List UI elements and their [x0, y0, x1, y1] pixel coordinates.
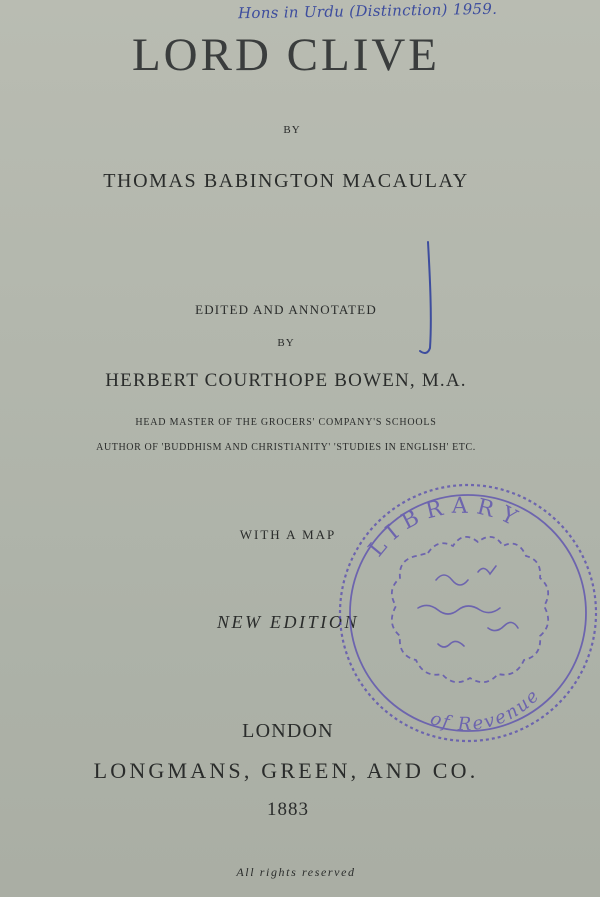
- editor-description-2: AUTHOR OF 'BUDDHISM AND CHRISTIANITY' 'STUDIES IN ENGLISH' ETC.: [96, 442, 476, 453]
- publisher-city: LONDON: [242, 720, 334, 742]
- with-map-label: WITH A MAP: [239, 527, 337, 542]
- stamp-bottom-text: of Revenue: [427, 684, 545, 735]
- library-stamp: [318, 468, 600, 758]
- stamp-top-text: LIBRARY: [364, 493, 528, 562]
- book-title: LORD CLIVE: [131, 29, 441, 81]
- publication-year: 1883: [267, 799, 309, 820]
- by-label: BY: [283, 124, 301, 136]
- editor-description-1: HEAD MASTER OF THE GROCERS' COMPANY'S SCHOOLS: [135, 417, 437, 428]
- author-name: THOMAS BABINGTON MACAULAY: [103, 170, 469, 192]
- handwritten-note: Hons in Urdu (Distinction) 1959.: [237, 0, 498, 23]
- publisher-name: LONGMANS, GREEN, AND CO.: [93, 758, 479, 783]
- edition-label: NEW EDITION: [216, 612, 360, 632]
- rights-notice: All rights reserved: [236, 865, 356, 879]
- by-label-2: BY: [277, 337, 295, 349]
- svg-text:LIBRARY: [364, 494, 528, 562]
- editor-name: HERBERT COURTHOPE BOWEN, M.A.: [105, 370, 467, 391]
- edited-annotated-label: EDITED AND ANNOTATED: [195, 302, 377, 317]
